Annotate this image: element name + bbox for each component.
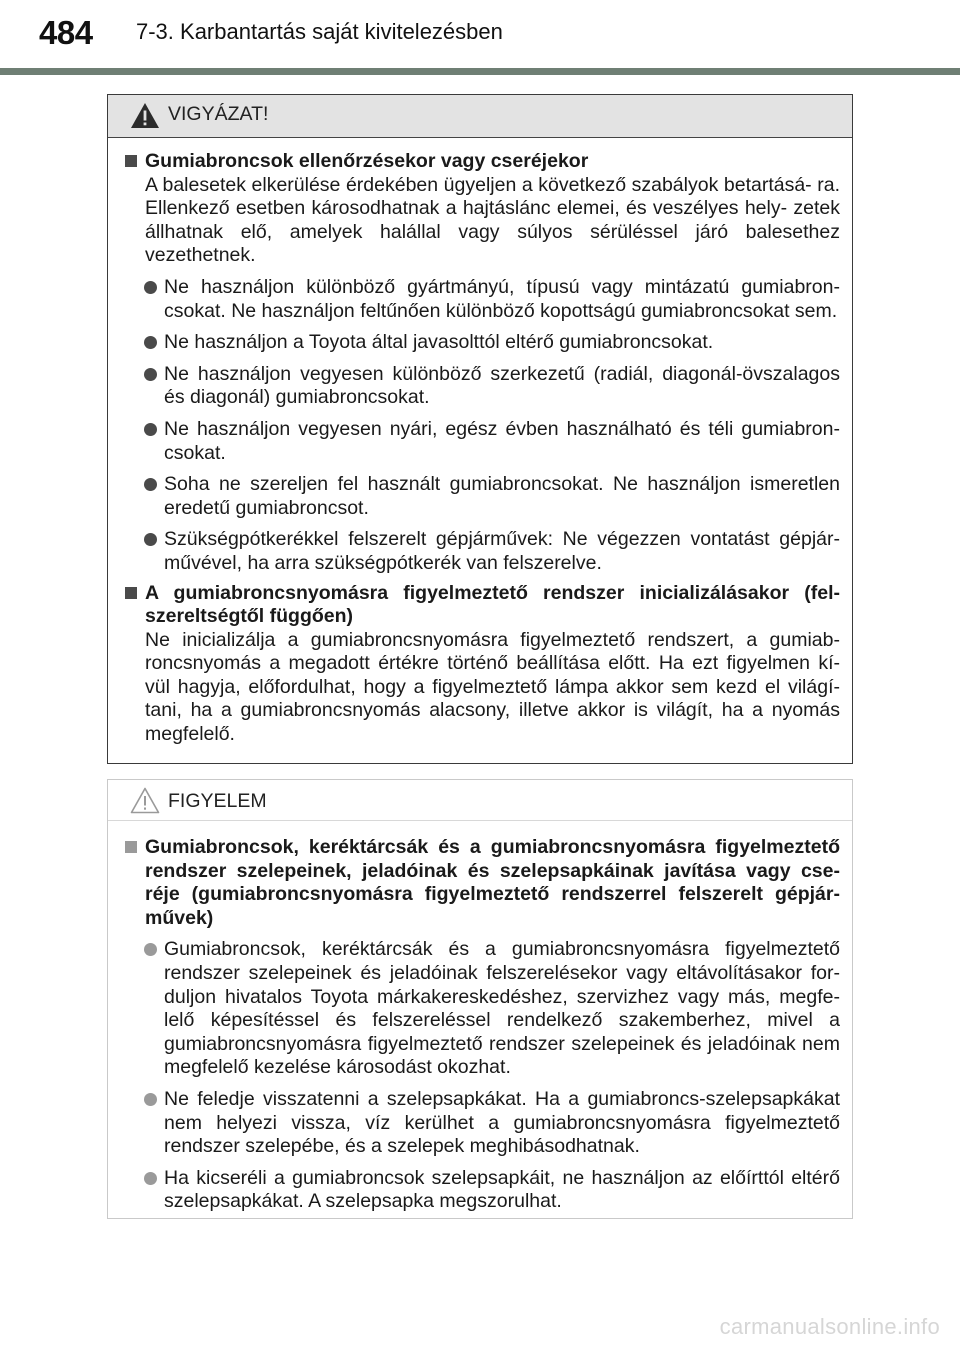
warning-triangle-icon xyxy=(130,102,160,129)
watermark: carmanualsonline.info xyxy=(719,1314,940,1339)
page-header xyxy=(0,0,960,80)
round-bullet-icon xyxy=(144,1172,157,1185)
caution-bullet: Gumiabroncsok, keréktárcsák és a gumiabroncsnyomásra figyelmeztető rendszer szelepeinek és jeladóinak felszerelésekor vagy eltávolításakor for- duljon hivatalos Toyota márkakereskedéshez, szervizhez vagy más, megfe- lelő képesítéssel és felszereléssel rendelkező szakemberhez, mivel a gumiabroncsnyomásra figyelmeztető rendszer szelepeinek és jeladóinak nem megfelelő kezelése károsodást okozhat. xyxy=(122,938,840,1080)
warning-bullet: Ne használjon a Toyota által javasolttól eltérő gumiabroncsokat. xyxy=(122,331,840,355)
warning-section-heading: Gumiabroncsok ellenőrzésekor vagy cseréjekor xyxy=(122,150,840,174)
warning-box xyxy=(107,94,853,764)
round-bullet-icon xyxy=(144,1093,157,1106)
warning-bullet: Ne használjon vegyesen különböző szerkezetű (radiál, diagonál-övszalagos és diagonál) gumiabroncsokat. xyxy=(122,363,840,410)
warning-bullet: Szükségpótkerékkel felszerelt gépjárművek: Ne végezzen vontatást gépjár- művével, ha arra szükségpótkerék van felszerelve. xyxy=(122,528,840,575)
round-bullet-icon xyxy=(144,336,157,349)
warning-section-heading: A gumiabroncsnyomásra figyelmeztető rendszer inicializálásakor (fel- szereltségtől függően) xyxy=(122,582,840,629)
square-bullet-icon xyxy=(125,587,137,599)
square-bullet-icon xyxy=(125,155,137,167)
warning-body xyxy=(108,138,852,747)
round-bullet-icon xyxy=(144,368,157,381)
caution-header xyxy=(108,780,852,821)
caution-title: FIGYELEM xyxy=(168,790,267,812)
round-bullet-icon xyxy=(144,533,157,546)
caution-section-heading: Gumiabroncsok, keréktárcsák és a gumiabroncsnyomásra figyelmeztető rendszer szelepeinek, jeladóinak és szelepsapkáinak javítása vagy cse- réje (gumiabroncsnyomásra figyelmeztető rendszerrel felszerelt gépjár- művek) xyxy=(122,836,840,930)
warning-bullet: Ne használjon különböző gyártmányú, típusú vagy mintázatú gumiabron- csokat. Ne használjon feltűnően különböző kopottságú gumiabroncsokat sem. xyxy=(122,276,840,323)
caution-bullet: Ne feledje visszatenni a szelepsapkákat. Ha a gumiabroncs-szelepsapkákat nem helyezi vissza, víz kerülhet a gumiabroncsnyomásra figyelmeztető rendszer szelepébe, és a szelepek meghibásodhatnak. xyxy=(122,1088,840,1159)
square-bullet-icon xyxy=(125,841,137,853)
warning-bullet: Soha ne szereljen fel használt gumiabroncsokat. Ne használjon ismeretlen eredetű gumiabroncsot. xyxy=(122,473,840,520)
warning-bullet: Ne használjon vegyesen nyári, egész évben használható és téli gumiabron- csokat. xyxy=(122,418,840,465)
caution-bullet: Ha kicseréli a gumiabroncsok szelepsapkáit, ne használjon az előírttól eltérő szelepsapkákat. A szelepsapka megszorulhat. xyxy=(122,1167,840,1214)
round-bullet-icon xyxy=(144,943,157,956)
header-rule xyxy=(0,68,960,75)
warning-section-text: Ne inicializálja a gumiabroncsnyomásra figyelmeztető rendszert, a gumiab- roncsnyomás a megadott értékre történő beállítása előtt. Ha ezt figyelmen kí- vül hagyja, előfordulhat, hogy a figyelmeztető lámpa akkor sem kezd el világí- tani, ha a gumiabroncsnyomás alacsony, illetve akkor is világít, ha a nyomás megfelelő. xyxy=(145,628,840,746)
warning-header xyxy=(108,95,852,138)
page-number: 484 xyxy=(39,14,93,51)
round-bullet-icon xyxy=(144,478,157,491)
round-bullet-icon xyxy=(144,423,157,436)
round-bullet-icon xyxy=(144,281,157,294)
caution-box xyxy=(107,779,853,1219)
warning-title: VIGYÁZAT! xyxy=(168,103,269,125)
caution-body xyxy=(108,821,852,1214)
caution-triangle-icon xyxy=(130,787,160,814)
section-title: 7-3. Karbantartás saját kivitelezésben xyxy=(136,19,503,44)
warning-section-text: A balesetek elkerülése érdekében ügyeljen a következő szabályok betartásá- ra. Ellenkező esetben károsodhatnak a hajtáslánc elemei, és veszélyes hely- zetek állhatnak elő, amelyek halállal vagy súlyos sérüléssel járó balesethez vezethetnek. xyxy=(145,173,840,267)
